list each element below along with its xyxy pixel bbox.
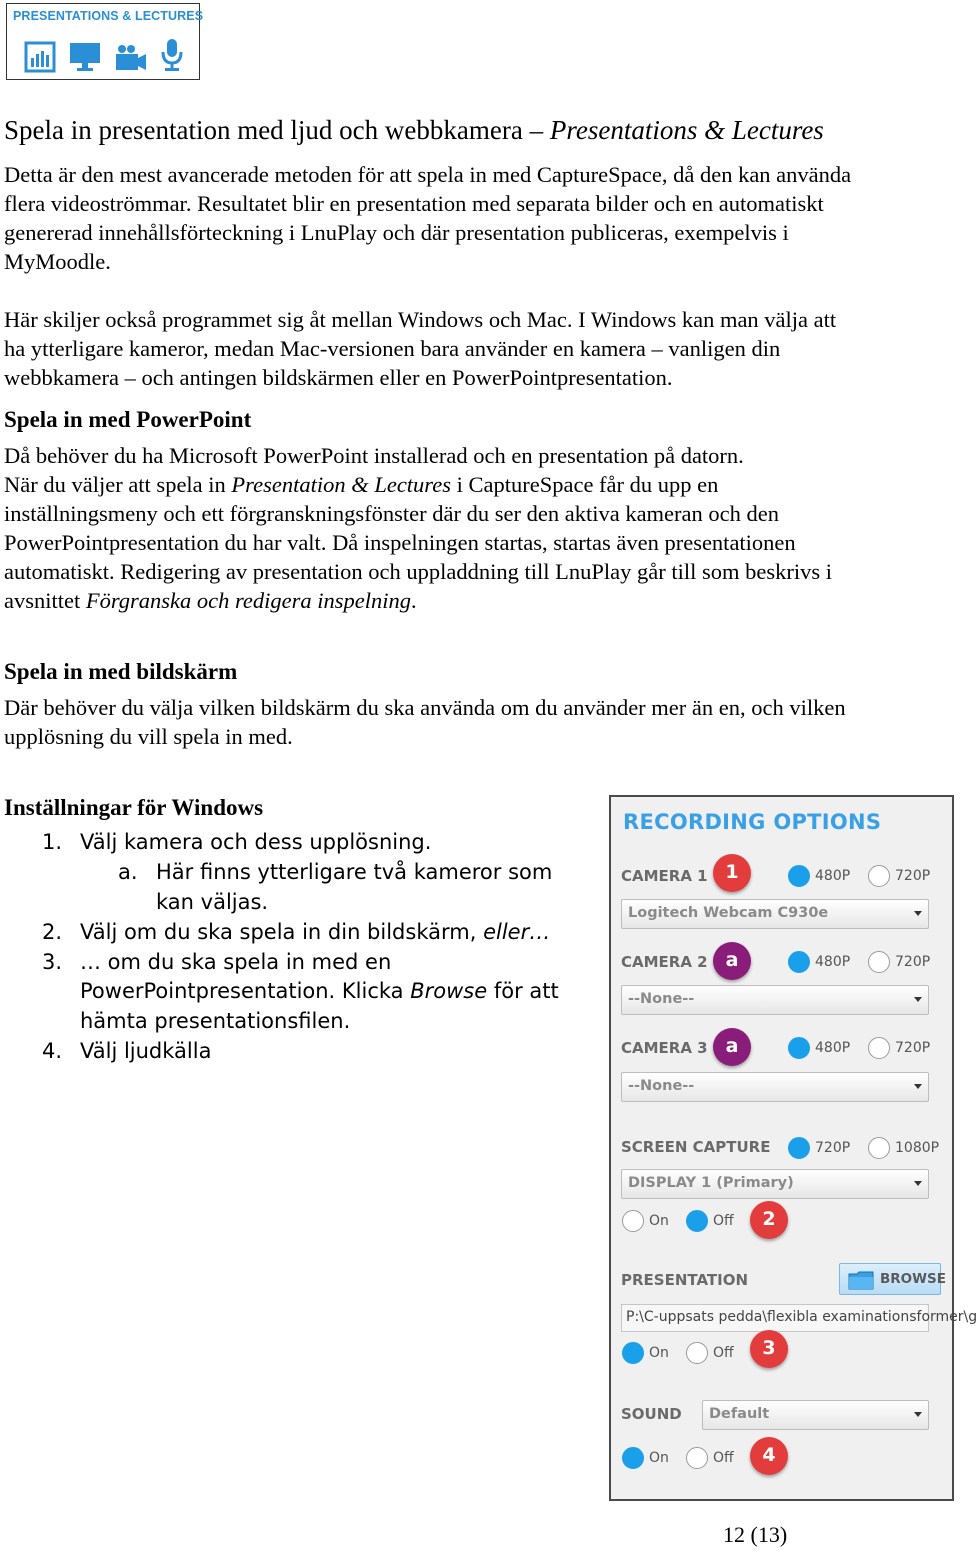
ppt-line-6c: .: [411, 588, 417, 613]
ppt-line-6: [4, 586, 417, 615]
browse-button-label: BROWSE: [880, 1271, 946, 1287]
camera-1-select[interactable]: [621, 899, 929, 929]
step-3-text-2: [80, 977, 559, 1007]
step-2-text-a: Välj om du ska spela in din bildskärm,: [80, 920, 484, 944]
ppt-line-2c: i CaptureSpace får du upp en: [450, 472, 719, 497]
camera-3-select[interactable]: [621, 1072, 929, 1102]
callout-badge-a-2: a: [713, 1028, 751, 1066]
presentation-path-value: P:\C-uppsats pedda\flexibla examinationsformer\g: [626, 1309, 977, 1325]
camera-3-select-value: --None--: [628, 1078, 695, 1094]
camera-3-720p-radio[interactable]: [868, 1037, 890, 1059]
video-camera-icon: [115, 44, 147, 72]
logo-icons: [25, 38, 183, 72]
step-4-number: 4.: [42, 1039, 63, 1063]
logo-badge: [6, 3, 204, 80]
sound-on-label: On: [649, 1450, 669, 1466]
sound-on-radio[interactable]: [622, 1447, 644, 1469]
ppt-line-6a: avsnittet: [4, 588, 86, 613]
camera-2-720p-label: 720P: [895, 954, 931, 970]
camera-3-480p-label: 480P: [815, 1040, 851, 1056]
callout-badge-a: a: [713, 942, 751, 980]
presentation-off-radio[interactable]: [686, 1342, 708, 1364]
windows-heading: Inställningar för Windows: [4, 795, 264, 820]
chevron-down-icon: [914, 1412, 922, 1417]
sound-select-value: Default: [709, 1406, 770, 1422]
camera-2-720p-radio[interactable]: [868, 951, 890, 973]
page-title: [4, 113, 824, 147]
presentation-on-label: On: [649, 1345, 669, 1361]
camera-3-720p-label: 720P: [895, 1040, 931, 1056]
screen-off-label: Off: [713, 1213, 734, 1229]
sound-off-radio[interactable]: [686, 1447, 708, 1469]
browse-button[interactable]: [839, 1263, 946, 1295]
callout-badge-3: 3: [750, 1330, 788, 1368]
camera-1-label: CAMERA 1: [621, 867, 708, 885]
step-3-text-1: … om du ska spela in med en: [80, 950, 392, 974]
step-1-number: 1.: [42, 830, 63, 854]
chevron-down-icon: [914, 1084, 922, 1089]
camera-1-480p-radio[interactable]: [788, 865, 810, 887]
step-a-letter: a.: [118, 860, 138, 884]
chart-presentation-icon: [25, 42, 55, 72]
step-2-number: 2.: [42, 920, 63, 944]
intro-line-3: genererad innehållsförteckning i LnuPlay och där presentation publiceras, exempelvis i: [4, 220, 789, 245]
callout-badge-2: 2: [750, 1201, 788, 1239]
camera-1-480p-label: 480P: [815, 868, 851, 884]
step-3-text-2a: PowerPointpresentation. Klicka: [80, 979, 411, 1003]
sound-label: SOUND: [621, 1405, 682, 1423]
display-select-value: DISPLAY 1 (Primary): [628, 1175, 794, 1191]
ppt-line-3: inställningsmeny och ett förgranskningsfönster där du ser den aktiva kameran och den: [4, 501, 779, 526]
ppt-line-6b: Förgranska och redigera inspelning: [85, 588, 412, 613]
title-italic: Presentations & Lectures: [549, 115, 824, 145]
step-3-browse-word: Browse: [410, 979, 488, 1003]
camera-3-label: CAMERA 3: [621, 1039, 708, 1057]
camera-2-select[interactable]: [621, 985, 929, 1015]
intro-line-1: Detta är den mest avancerade metoden för att spela in med CaptureSpace, då den kan använda: [4, 162, 852, 187]
step-3-number: 3.: [42, 950, 63, 974]
logo-title: PRESENTATIONS & LECTURES: [13, 9, 204, 23]
ppt-line-2a: När du väljer att spela in: [4, 472, 232, 497]
monitor-icon: [69, 42, 101, 72]
screen-line-2: upplösning du vill spela in med.: [4, 724, 293, 749]
screen-720p-radio[interactable]: [788, 1137, 810, 1159]
ppt-line-2b: Presentation & Lectures: [231, 472, 451, 497]
step-a-text-2: kan väljas.: [156, 890, 269, 914]
chevron-down-icon: [914, 911, 922, 916]
screen-heading: Spela in med bildskärm: [4, 659, 238, 684]
display-select[interactable]: [621, 1169, 929, 1199]
step-a-text-1: Här finns ytterligare två kameror som: [156, 860, 553, 884]
camera-1-720p-label: 720P: [895, 868, 931, 884]
camera-2-select-value: --None--: [628, 991, 695, 1007]
diff-line-2: ha ytterligare kameror, medan Mac-versionen bara använder en kamera – vanligen din: [4, 336, 781, 361]
ppt-line-2: [4, 470, 718, 499]
step-1-text: Välj kamera och dess upplösning.: [80, 830, 432, 854]
ppt-line-1: Då behöver du ha Microsoft PowerPoint installerad och en presentation på datorn.: [4, 443, 744, 468]
screen-line-1: Där behöver du välja vilken bildskärm du ska använda om du använder mer än en, och vilken: [4, 695, 846, 720]
sound-off-label: Off: [713, 1450, 734, 1466]
chevron-down-icon: [914, 1181, 922, 1186]
ppt-line-4: PowerPointpresentation du har valt. Då inspelningen startas, startas även presentationen: [4, 530, 796, 555]
screen-on-label: On: [649, 1213, 669, 1229]
step-3-text-2b: för att: [487, 979, 559, 1003]
step-3-text-3: hämta presentationsfilen.: [80, 1009, 351, 1033]
camera-3-480p-radio[interactable]: [788, 1037, 810, 1059]
camera-2-480p-label: 480P: [815, 954, 851, 970]
camera-2-label: CAMERA 2: [621, 953, 708, 971]
screen-off-radio[interactable]: [686, 1210, 708, 1232]
presentation-on-radio[interactable]: [622, 1342, 644, 1364]
screen-on-radio[interactable]: [622, 1210, 644, 1232]
chevron-down-icon: [914, 997, 922, 1002]
diff-line-1: Här skiljer också programmet sig åt mellan Windows och Mac. I Windows kan man välja att: [4, 307, 837, 332]
callout-badge-1: 1: [713, 854, 751, 892]
presentation-label: PRESENTATION: [621, 1271, 749, 1289]
camera-1-720p-radio[interactable]: [868, 865, 890, 887]
step-4-text: Välj ljudkälla: [80, 1039, 212, 1063]
page-number: 12 (13): [723, 1522, 788, 1547]
callout-badge-4: 4: [750, 1437, 788, 1475]
presentation-off-label: Off: [713, 1345, 734, 1361]
intro-line-4: MyMoodle.: [4, 249, 111, 274]
ppt-heading: Spela in med PowerPoint: [4, 407, 252, 432]
screen-1080p-label: 1080P: [895, 1140, 940, 1156]
microphone-icon: [161, 38, 183, 72]
folder-icon: [848, 1270, 874, 1290]
camera-2-480p-radio[interactable]: [788, 951, 810, 973]
screen-1080p-radio[interactable]: [868, 1137, 890, 1159]
presentation-path-field[interactable]: [621, 1304, 977, 1332]
screen-capture-label: SCREEN CAPTURE: [621, 1138, 771, 1156]
step-2-text: [80, 918, 550, 948]
camera-1-select-value: Logitech Webcam C930e: [628, 905, 829, 921]
intro-line-2: flera videoströmmar. Resultatet blir en presentation med separata bilder och en automatiskt: [4, 191, 824, 216]
ppt-line-5: automatiskt. Redigering av presentation och uppladdning till LnuPlay går till som beskrivs i: [4, 559, 832, 584]
panel-title: RECORDING OPTIONS: [623, 810, 882, 834]
sound-select[interactable]: [702, 1400, 929, 1430]
screen-720p-label: 720P: [815, 1140, 851, 1156]
diff-line-3: webbkamera – och antingen bildskärmen eller en PowerPointpresentation.: [4, 365, 673, 390]
step-2-text-b: eller…: [483, 920, 551, 944]
title-main: Spela in presentation med ljud och webbkamera –: [4, 115, 550, 145]
recording-options-panel: [609, 795, 977, 1501]
